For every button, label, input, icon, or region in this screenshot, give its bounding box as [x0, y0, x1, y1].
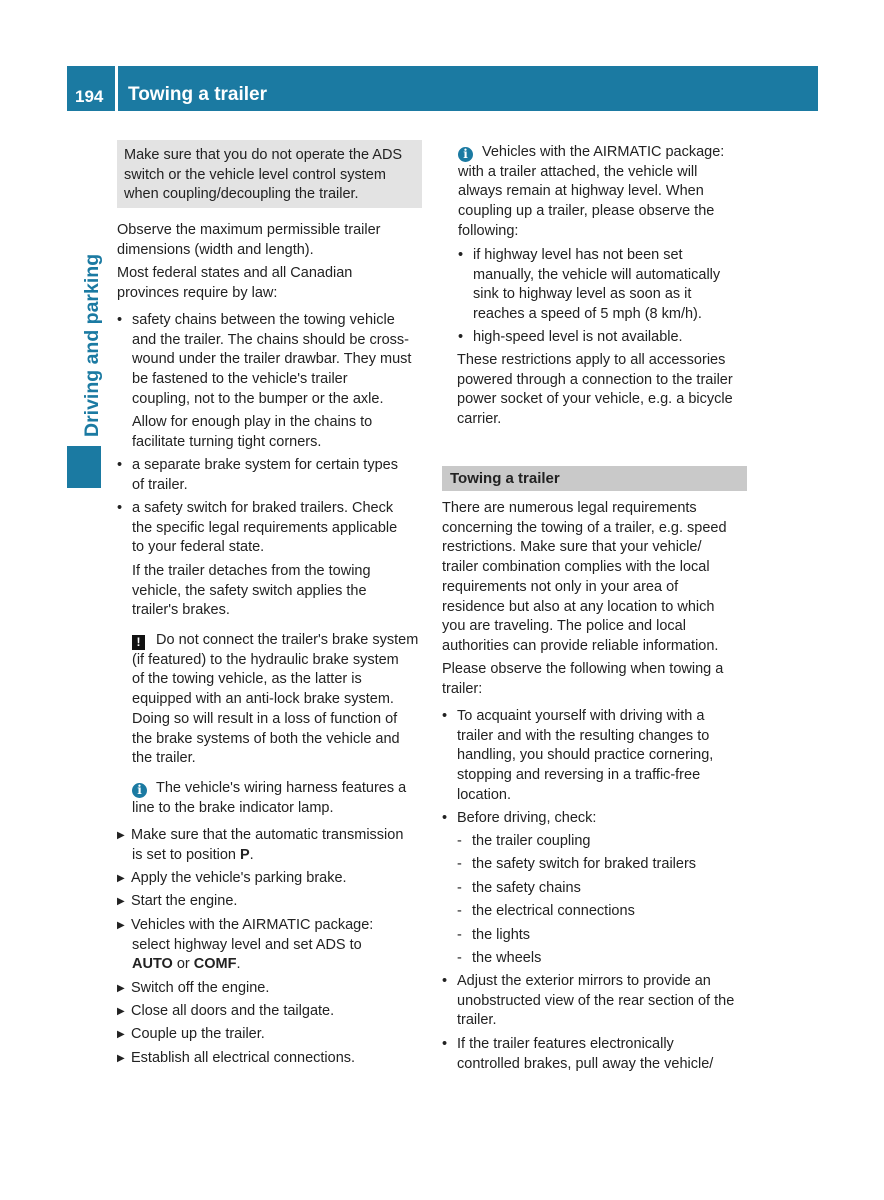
list-item [442, 972, 734, 1031]
check-item [457, 879, 581, 899]
info-note [117, 779, 406, 818]
bullet-icon: • [117, 500, 123, 516]
list-item-note: Allow for enough play in the chains to facilitate turning tight corners. [132, 414, 373, 450]
paragraph: These restrictions apply to all accessories powered through a connection to the trailer power socket of your vehicle, e.g. a bicycle carrier. [457, 352, 733, 428]
info-icon: i [458, 147, 473, 162]
check-text: the wheels [472, 950, 542, 966]
dash-icon: - [457, 856, 462, 872]
step-text: Start the engine. [131, 893, 238, 909]
list-item [442, 707, 713, 806]
step [117, 826, 403, 865]
dash-icon: - [457, 880, 462, 896]
step [117, 869, 347, 889]
page-title: Towing a trailer [128, 84, 268, 105]
arrow-icon: ▶ [117, 873, 125, 884]
page-number: 194 [75, 87, 104, 106]
check-text: the safety switch for braked trailers [472, 856, 697, 872]
dash-icon: - [457, 927, 462, 943]
bullet-icon: • [117, 457, 123, 473]
step [117, 979, 269, 999]
list-item [458, 328, 683, 348]
info-note [443, 143, 724, 242]
step-text: Close all doors and the tailgate. [131, 1003, 335, 1019]
paragraph: Most federal states and all Canadian provinces require by law: [117, 265, 353, 301]
check-item [457, 855, 696, 875]
bullet-icon: • [117, 312, 123, 328]
step-text: Make sure that the automatic transmission is set to position [131, 827, 404, 863]
paragraph: Observe the maximum permissible trailer dimensions (width and length). [117, 222, 381, 258]
step-text: Establish all electrical connections. [131, 1050, 356, 1066]
list-item-text: a separate brake system for certain types of trailer. [132, 457, 398, 493]
step [117, 916, 373, 975]
warning-note [117, 631, 418, 769]
bullet-icon: • [458, 247, 464, 263]
list-item-text: Before driving, check: [457, 810, 597, 826]
step-text: Couple up the trailer. [131, 1026, 265, 1042]
note-box [117, 140, 422, 208]
list-item [117, 311, 411, 410]
list-item-text: Adjust the exterior mirrors to provide an unobstructed view of the rear section of the trailer. [457, 973, 735, 1029]
list-item-text: If the trailer features electronically controlled brakes, pull away the vehicle/ [457, 1036, 714, 1072]
list-item-text: high-speed level is not available. [473, 329, 683, 345]
section-heading [442, 466, 747, 491]
bullet-icon: • [442, 810, 448, 826]
dash-icon: - [457, 833, 462, 849]
arrow-icon: ▶ [117, 1029, 125, 1040]
paragraph: Please observe the following when towing a trailer: [442, 661, 724, 697]
list-item [442, 1035, 713, 1074]
check-text: the trailer coupling [472, 833, 591, 849]
section-title: Towing a trailer [450, 470, 560, 487]
chapter-tab-marker [67, 446, 101, 488]
page-header [67, 66, 818, 111]
mode-label: AUTO [132, 956, 173, 973]
step-text: Switch off the engine. [131, 980, 270, 996]
list-item [117, 456, 398, 495]
step [117, 1049, 355, 1069]
step-text: . [236, 956, 241, 973]
arrow-icon: ▶ [117, 983, 125, 994]
list-item-text: To acquaint yourself with driving with a trailer and with the resulting changes to handling, you should practice cornering, stopping and reversing in a traffic-free location. [457, 708, 714, 803]
check-item [457, 926, 530, 946]
bullet-icon: • [442, 1036, 448, 1052]
chapter-tab-label: Driving and parking [81, 253, 103, 437]
paragraph: There are numerous legal requirements concerning the towing of a trailer, e.g. speed restrictions. Make sure that your vehicle/ trailer combination complies with the local requirements not only in your area of residence but also at any location to which you are traveling. The police and local authorities can provide reliable information. [442, 500, 727, 654]
warning-icon: ! [132, 635, 145, 650]
arrow-icon: ▶ [117, 1006, 125, 1017]
step-text: . [249, 846, 254, 863]
step-text: Apply the vehicle's parking brake. [131, 870, 347, 886]
header-divider [115, 66, 118, 111]
list-item [458, 246, 720, 325]
list-item-text: a safety switch for braked trailers. Check the specific legal requirements applicable to your federal state. [132, 500, 398, 556]
bullet-icon: • [442, 973, 448, 989]
step-text: or [172, 956, 194, 973]
step-text: Vehicles with the AIRMATIC package: select highway level and set ADS to [131, 917, 374, 953]
list-item [442, 809, 596, 829]
check-item [457, 949, 541, 969]
bullet-icon: • [458, 329, 464, 345]
list-item [117, 499, 397, 558]
mode-label: COMF [193, 956, 237, 973]
arrow-icon: ▶ [117, 1053, 125, 1064]
check-text: the lights [472, 927, 531, 943]
info-icon: i [132, 783, 147, 798]
list-item-note: If the trailer detaches from the towing vehicle, the safety switch applies the trailer's brakes. [132, 563, 371, 619]
step [117, 892, 237, 912]
note-text: Make sure that you do not operate the ADS switch or the vehicle level control system when coupling/decoupling the trailer. [124, 147, 403, 203]
info-text: The vehicle's wiring harness features a line to the brake indicator lamp. [132, 780, 407, 816]
position-label: P [240, 846, 250, 863]
list-item-text: if highway level has not been set manually, the vehicle will automatically sink to highway level as soon as it reaches a speed of 5 mph (8 km/h). [473, 247, 721, 323]
arrow-icon: ▶ [117, 830, 125, 841]
check-text: the electrical connections [472, 903, 635, 919]
list-item-text: safety chains between the towing vehicle and the trailer. The chains should be cross- wound under the trailer drawbar. They must be fastened to the vehicle's trailer coupling, not to the bumper or the axle. [132, 312, 412, 407]
info-text: Vehicles with the AIRMATIC package: with a trailer attached, the vehicle will always remain at highway level. When coupling up a trailer, please observe the following: [458, 144, 725, 239]
dash-icon: - [457, 903, 462, 919]
check-text: the safety chains [472, 880, 581, 896]
warning-text: Do not connect the trailer's brake system (if featured) to the hydraulic brake system of the towing vehicle, as the latter is equipped with an anti-lock brake system. Doing so will result in a loss of function of the brake systems of both the vehicle and the trailer. [132, 632, 419, 767]
bullet-icon: • [442, 708, 448, 724]
step [117, 1025, 265, 1045]
check-item [457, 902, 635, 922]
dash-icon: - [457, 950, 462, 966]
arrow-icon: ▶ [117, 896, 125, 907]
arrow-icon: ▶ [117, 920, 125, 931]
check-item [457, 832, 591, 852]
step [117, 1002, 334, 1022]
